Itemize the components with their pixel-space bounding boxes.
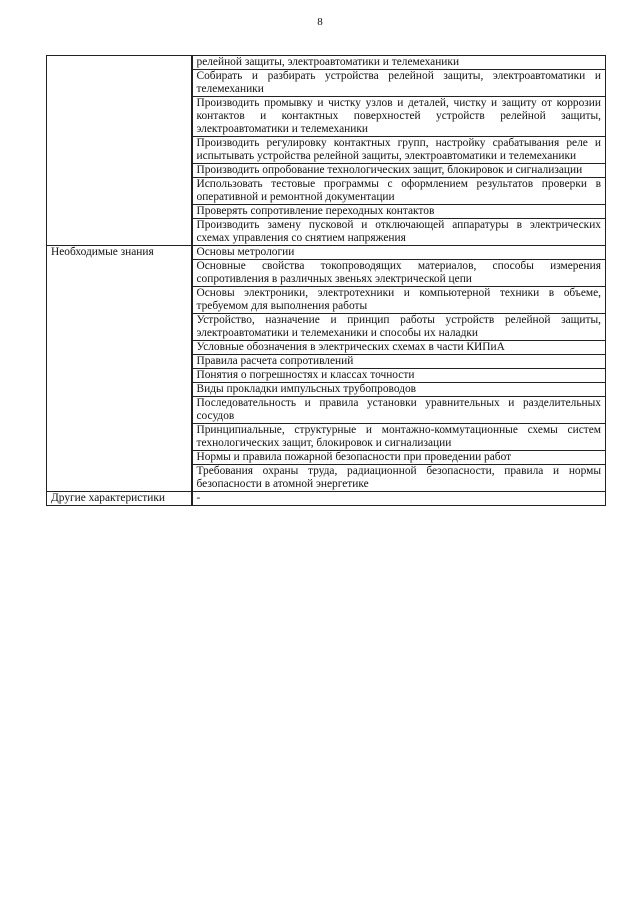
table-row: [47, 451, 606, 465]
knowledge-label-cell: [47, 383, 192, 397]
skill-item: Производить замену пусковой и отключающей аппаратуры в электрических схемах управления со снятием напряжения: [192, 219, 606, 246]
skill-item: Производить регулировку контактных групп, настройку срабатывания реле и испытывать устройства релейной защиты, электроавтоматики и телемеханики: [192, 137, 606, 164]
table-row: [47, 397, 606, 424]
table-row: [47, 314, 606, 341]
skill-item: Производить опробование технологических защит, блокировок и сигнализации: [192, 164, 606, 178]
table-row: [47, 424, 606, 451]
skill-item: Проверять сопротивление переходных контактов: [192, 205, 606, 219]
knowledge-label: Необходимые знания: [47, 246, 192, 260]
knowledge-label-cell: [47, 355, 192, 369]
table-row: [47, 56, 606, 70]
knowledge-item: Виды прокладки импульсных трубопроводов: [192, 383, 606, 397]
table-row: [47, 246, 606, 260]
knowledge-item: Основные свойства токопроводящих материалов, способы измерения сопротивления в различных звеньях электрической цепи: [192, 260, 606, 287]
knowledge-label-cell: [47, 465, 192, 492]
table-row: [47, 97, 606, 137]
knowledge-item: Основы электроники, электротехники и компьютерной техники в объеме, требуемом для выполнения работы: [192, 287, 606, 314]
skills-label-cell: [47, 205, 192, 219]
table-row: [47, 164, 606, 178]
knowledge-label-cell: [47, 369, 192, 383]
table-row: [47, 219, 606, 246]
table-row: [47, 70, 606, 97]
knowledge-label-cell: [47, 260, 192, 287]
skill-item: релейной защиты, электроавтоматики и телемеханики: [192, 56, 606, 70]
table-row: [47, 369, 606, 383]
knowledge-label-cell: [47, 397, 192, 424]
skill-item: Производить промывку и чистку узлов и деталей, чистку и защиту от коррозии контактов и контактных поверхностей устройств релейной защиты, электроавтоматики и телемеханики: [192, 97, 606, 137]
page-number: 8: [317, 16, 323, 28]
knowledge-item: Понятия о погрешностях и классах точности: [192, 369, 606, 383]
skills-label-cell: [47, 164, 192, 178]
knowledge-item: Требования охраны труда, радиационной безопасности, правила и нормы безопасности в атомной энергетике: [192, 465, 606, 492]
other-characteristics-label: Другие характеристики: [47, 492, 192, 506]
table-row: [47, 341, 606, 355]
table-row: [47, 260, 606, 287]
knowledge-item: Правила расчета сопротивлений: [192, 355, 606, 369]
knowledge-label-cell: [47, 451, 192, 465]
table-row: [47, 205, 606, 219]
other-characteristics-value: -: [192, 492, 606, 506]
skills-label-cell: [47, 70, 192, 97]
skill-item: Собирать и разбирать устройства релейной защиты, электроавтоматики и телемеханики: [192, 70, 606, 97]
knowledge-item: Устройство, назначение и принцип работы устройств релейной защиты, электроавтоматики и телемеханики и способы их наладки: [192, 314, 606, 341]
table-row: [47, 178, 606, 205]
table-row: [47, 465, 606, 492]
skills-label-cell: [47, 178, 192, 205]
knowledge-label-cell: [47, 287, 192, 314]
knowledge-item: Принципиальные, структурные и монтажно-коммутационные схемы систем технологических защит, блокировок и сигнализации: [192, 424, 606, 451]
knowledge-label-cell: [47, 314, 192, 341]
table-row: [47, 492, 606, 506]
skill-item: Использовать тестовые программы с оформлением результатов проверки в оперативной и ремонтной документации: [192, 178, 606, 205]
knowledge-item: Условные обозначения в электрических схемах в части КИПиА: [192, 341, 606, 355]
skills-label-cell: [47, 219, 192, 246]
table-row: [47, 287, 606, 314]
skills-label-cell: [47, 137, 192, 164]
qualification-table: [46, 55, 606, 506]
knowledge-label-cell: [47, 341, 192, 355]
skills-label-cell: [47, 56, 192, 70]
knowledge-label-cell: [47, 424, 192, 451]
knowledge-item: Последовательность и правила установки уравнительных и разделительных сосудов: [192, 397, 606, 424]
table-row: [47, 355, 606, 369]
skills-label-cell: [47, 97, 192, 137]
knowledge-item: Нормы и правила пожарной безопасности при проведении работ: [192, 451, 606, 465]
table-row: [47, 137, 606, 164]
knowledge-item: Основы метрологии: [192, 246, 606, 260]
table-row: [47, 383, 606, 397]
